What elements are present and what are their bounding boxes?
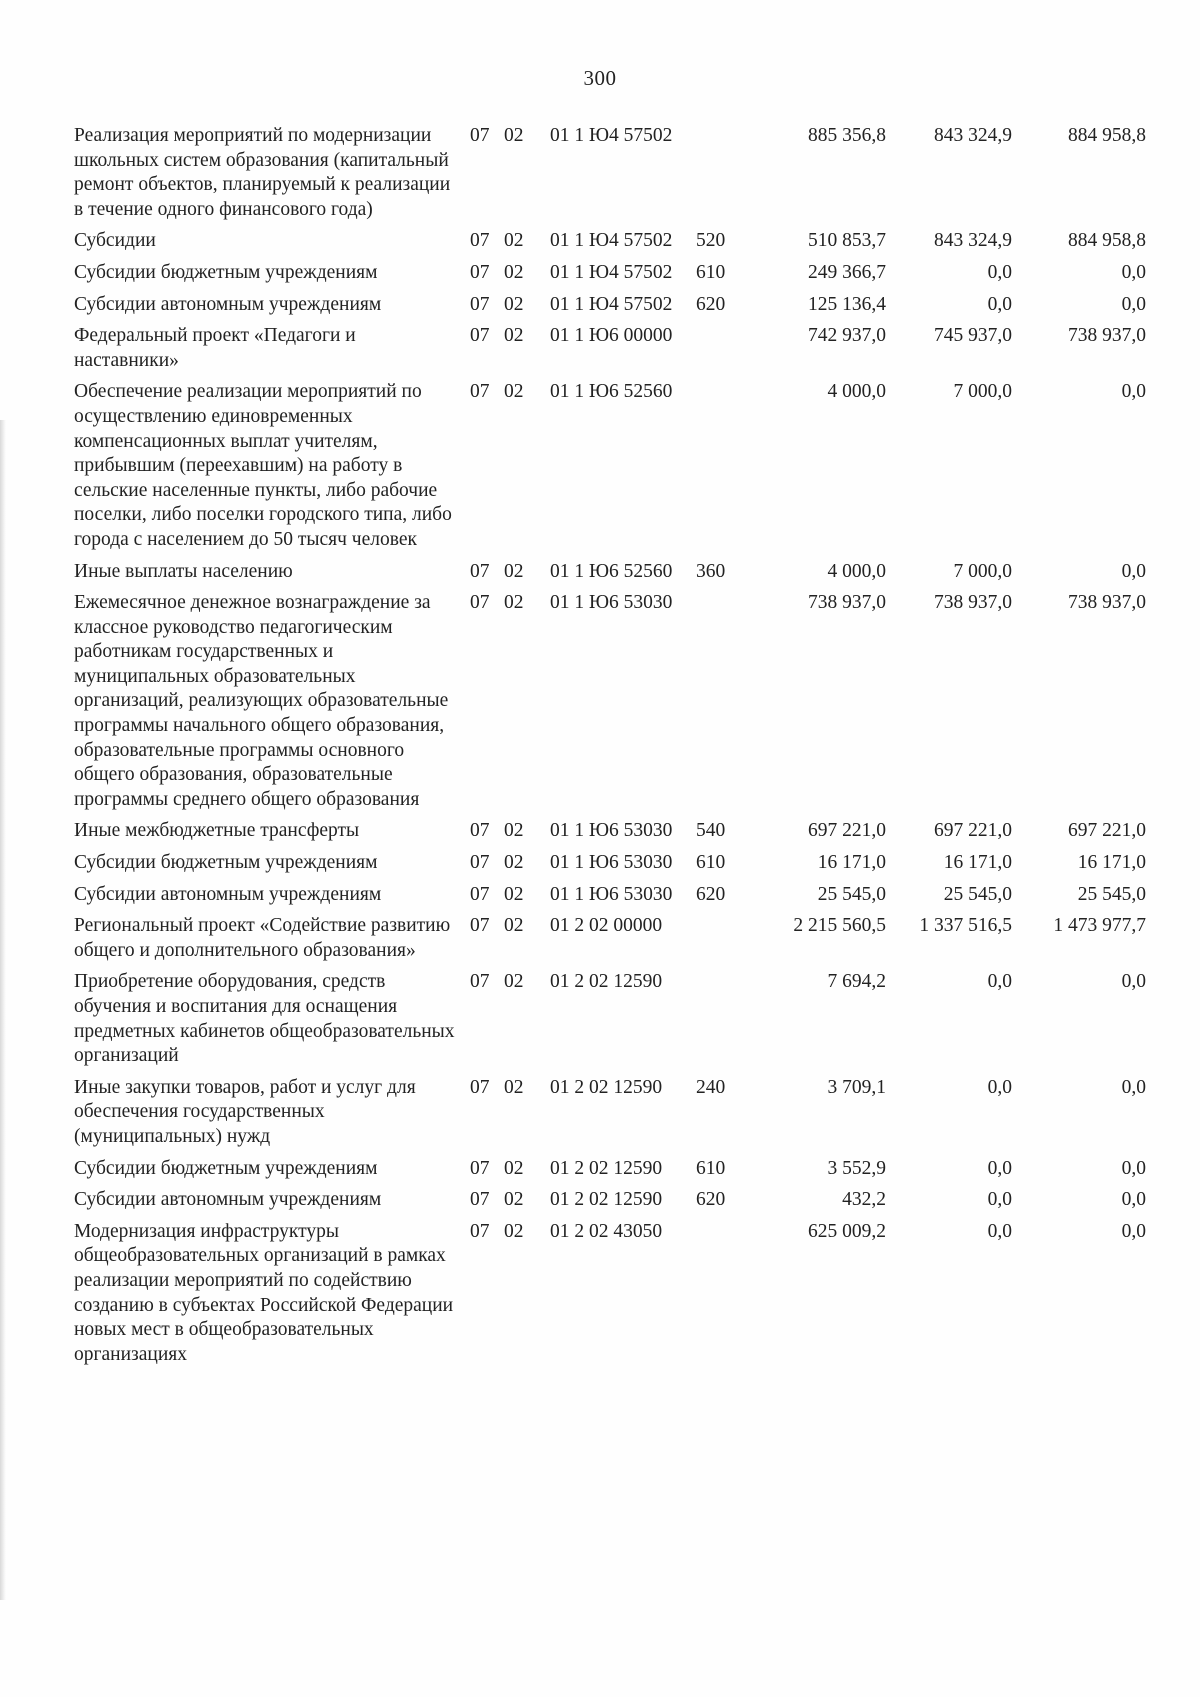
section-code-cell: 07 — [470, 1076, 490, 1098]
target-article-cell: 01 1 Ю6 53030 — [550, 852, 673, 874]
row-name-cell: Субсидии автономным учреждениям — [74, 883, 382, 905]
amount-year3-cell: 1 473 977,7 — [1053, 915, 1146, 937]
target-article-cell: 01 2 02 00000 — [550, 915, 663, 937]
section-code-cell: 07 — [470, 293, 490, 315]
expense-type-cell: 620 — [696, 293, 726, 315]
row-name-cell: Субсидии автономным учреждениям — [74, 293, 382, 315]
amount-year3-cell: 0,0 — [1121, 261, 1146, 283]
subsection-code-cell: 02 — [504, 125, 524, 146]
target-article-cell: 01 1 Ю4 57502 — [550, 230, 673, 252]
amount-year3-cell: 697 221,0 — [1068, 820, 1146, 842]
amount-year3-cell: 0,0 — [1121, 1220, 1146, 1242]
amount-year3-cell: 0,0 — [1121, 560, 1146, 582]
target-article-cell: 01 2 02 12590 — [550, 1189, 663, 1211]
section-code-cell: 07 — [470, 852, 490, 874]
table-row — [74, 851, 1164, 883]
amount-year2-cell: 0,0 — [987, 293, 1012, 315]
row-name-cell: Субсидии автономным учреждениям — [74, 1189, 382, 1211]
row-name-cell: Иные закупки товаров, работ и услуг для обеспечения государственных (муниципальных) нужд — [74, 1076, 416, 1147]
amount-year2-cell: 7 000,0 — [953, 560, 1012, 582]
amount-year2-cell: 738 937,0 — [934, 592, 1012, 614]
table-row — [74, 1188, 1164, 1220]
amount-year2-cell: 0,0 — [987, 971, 1012, 993]
amount-year2-cell: 25 545,0 — [943, 883, 1012, 905]
section-code-cell: 07 — [470, 230, 490, 252]
amount-year2-cell: 843 324,9 — [934, 230, 1012, 252]
subsection-code-cell: 02 — [504, 261, 524, 283]
subsection-code-cell: 02 — [504, 560, 524, 582]
row-name-cell: Ежемесячное денежное вознаграждение за классное руководство педагогическим работникам государственных и муниципальных образовательных организаций, реализующих образовательные программы начального общего образования, образовательные программы основного общего образования, образовательные программы среднего общего образования — [74, 592, 449, 810]
amount-year2-cell: 1 337 516,5 — [919, 915, 1012, 937]
amount-year1-cell: 25 545,0 — [817, 883, 886, 905]
table-row — [74, 819, 1164, 851]
row-name-cell: Субсидии бюджетным учреждениям — [74, 261, 378, 283]
subsection-code-cell: 02 — [504, 592, 524, 614]
table-row — [74, 970, 1164, 1075]
expense-type-cell: 610 — [696, 1157, 726, 1179]
amount-year3-cell: 738 937,0 — [1068, 325, 1146, 347]
expense-type-cell: 360 — [696, 560, 726, 582]
section-code-cell: 07 — [470, 1157, 490, 1179]
target-article-cell: 01 2 02 12590 — [550, 1157, 663, 1179]
subsection-code-cell: 02 — [504, 883, 524, 905]
subsection-code-cell: 02 — [504, 381, 524, 403]
amount-year2-cell: 0,0 — [987, 1189, 1012, 1211]
amount-year2-cell: 0,0 — [987, 1220, 1012, 1242]
section-code-cell: 07 — [470, 125, 490, 146]
budget-table — [74, 124, 1164, 1374]
table-row — [74, 560, 1164, 592]
amount-year1-cell: 510 853,7 — [808, 230, 886, 252]
target-article-cell: 01 1 Ю4 57502 — [550, 261, 673, 283]
target-article-cell: 01 2 02 43050 — [550, 1220, 663, 1242]
target-article-cell: 01 1 Ю4 57502 — [550, 125, 673, 146]
amount-year2-cell: 745 937,0 — [934, 325, 1012, 347]
table-row — [74, 591, 1164, 819]
section-code-cell: 07 — [470, 1189, 490, 1211]
target-article-cell: 01 1 Ю6 53030 — [550, 820, 673, 842]
table-row — [74, 124, 1164, 229]
row-name-cell: Федеральный проект «Педагоги и наставники» — [74, 325, 356, 371]
section-code-cell: 07 — [470, 381, 490, 403]
row-name-cell: Иные межбюджетные трансферты — [74, 820, 360, 842]
amount-year1-cell: 697 221,0 — [808, 820, 886, 842]
amount-year3-cell: 0,0 — [1121, 293, 1146, 315]
amount-year1-cell: 738 937,0 — [808, 592, 886, 614]
subsection-code-cell: 02 — [504, 820, 524, 842]
amount-year2-cell: 0,0 — [987, 1157, 1012, 1179]
amount-year2-cell: 16 171,0 — [943, 852, 1012, 874]
amount-year3-cell: 884 958,8 — [1068, 125, 1146, 146]
target-article-cell: 01 1 Ю6 52560 — [550, 560, 673, 582]
amount-year2-cell: 843 324,9 — [934, 125, 1012, 146]
target-article-cell: 01 1 Ю6 00000 — [550, 325, 673, 347]
amount-year2-cell: 0,0 — [987, 261, 1012, 283]
amount-year2-cell: 697 221,0 — [934, 820, 1012, 842]
amount-year1-cell: 3 709,1 — [827, 1076, 886, 1098]
expense-type-cell: 620 — [696, 883, 726, 905]
target-article-cell: 01 1 Ю6 52560 — [550, 381, 673, 403]
row-name-cell: Реализация мероприятий по модернизации школьных систем образования (капитальный ремонт объектов, планируемый к реализации в течение одного финансового года) — [74, 125, 451, 220]
section-code-cell: 07 — [470, 820, 490, 842]
row-name-cell: Субсидии бюджетным учреждениям — [74, 852, 378, 874]
amount-year3-cell: 0,0 — [1121, 1076, 1146, 1098]
amount-year3-cell: 0,0 — [1121, 381, 1146, 403]
table-row — [74, 229, 1164, 261]
amount-year1-cell: 3 552,9 — [827, 1157, 886, 1179]
subsection-code-cell: 02 — [504, 230, 524, 252]
table-row — [74, 914, 1164, 970]
expense-type-cell: 610 — [696, 852, 726, 874]
amount-year1-cell: 4 000,0 — [827, 381, 886, 403]
amount-year1-cell: 125 136,4 — [808, 293, 886, 315]
amount-year1-cell: 249 366,7 — [808, 261, 886, 283]
amount-year1-cell: 625 009,2 — [808, 1220, 886, 1242]
table-row — [74, 1157, 1164, 1189]
amount-year3-cell: 884 958,8 — [1068, 230, 1146, 252]
table-row — [74, 1076, 1164, 1157]
subsection-code-cell: 02 — [504, 971, 524, 993]
expense-type-cell: 520 — [696, 230, 726, 252]
table-row — [74, 293, 1164, 325]
amount-year1-cell: 432,2 — [842, 1189, 886, 1211]
table-row — [74, 883, 1164, 915]
section-code-cell: 07 — [470, 592, 490, 614]
table-row — [74, 324, 1164, 380]
expense-type-cell: 240 — [696, 1076, 726, 1098]
row-name-cell: Иные выплаты населению — [74, 560, 293, 582]
amount-year3-cell: 738 937,0 — [1068, 592, 1146, 614]
row-name-cell: Региональный проект «Содействие развитию общего и дополнительного образования» — [74, 915, 451, 961]
section-code-cell: 07 — [470, 971, 490, 993]
subsection-code-cell: 02 — [504, 1220, 524, 1242]
page-number: 300 — [583, 66, 617, 90]
subsection-code-cell: 02 — [504, 293, 524, 315]
amount-year2-cell: 0,0 — [987, 1076, 1012, 1098]
amount-year1-cell: 885 356,8 — [808, 125, 886, 146]
amount-year1-cell: 16 171,0 — [817, 852, 886, 874]
amount-year3-cell: 0,0 — [1121, 1189, 1146, 1211]
target-article-cell: 01 1 Ю6 53030 — [550, 592, 673, 614]
section-code-cell: 07 — [470, 915, 490, 937]
table-row — [74, 1220, 1164, 1375]
expense-type-cell: 610 — [696, 261, 726, 283]
subsection-code-cell: 02 — [504, 852, 524, 874]
section-code-cell: 07 — [470, 325, 490, 347]
amount-year1-cell: 2 215 560,5 — [793, 915, 886, 937]
table-row — [74, 261, 1164, 293]
scan-edge-shadow — [0, 420, 6, 1600]
row-name-cell: Субсидии — [74, 230, 156, 252]
row-name-cell: Приобретение оборудования, средств обучения и воспитания для оснащения предметных кабинетов общеобразовательных организаций — [74, 971, 455, 1067]
amount-year3-cell: 25 545,0 — [1077, 883, 1146, 905]
amount-year3-cell: 0,0 — [1121, 971, 1146, 993]
amount-year3-cell: 16 171,0 — [1077, 852, 1146, 874]
expense-type-cell: 620 — [696, 1189, 726, 1211]
amount-year1-cell: 7 694,2 — [827, 971, 886, 993]
subsection-code-cell: 02 — [504, 325, 524, 347]
amount-year3-cell: 0,0 — [1121, 1157, 1146, 1179]
subsection-code-cell: 02 — [504, 915, 524, 937]
section-code-cell: 07 — [470, 261, 490, 283]
target-article-cell: 01 1 Ю6 53030 — [550, 883, 673, 905]
row-name-cell: Обеспечение реализации мероприятий по осуществлению единовременных компенсационных выплат учителям, прибывшим (переехавшим) на работу в сельские населенные пункты, либо рабочие поселки, либо поселки городского типа, либо города с населением до 50 тысяч человек — [74, 381, 452, 550]
subsection-code-cell: 02 — [504, 1076, 524, 1098]
amount-year1-cell: 4 000,0 — [827, 560, 886, 582]
subsection-code-cell: 02 — [504, 1157, 524, 1179]
amount-year2-cell: 7 000,0 — [953, 381, 1012, 403]
expense-type-cell: 540 — [696, 820, 726, 842]
subsection-code-cell: 02 — [504, 1189, 524, 1211]
row-name-cell: Модернизация инфраструктуры общеобразовательных организаций в рамках реализации мероприятий по содействию созданию в субъектах Российской Федерации новых мест в общеобразовательных организациях — [74, 1220, 454, 1365]
section-code-cell: 07 — [470, 560, 490, 582]
table-row — [74, 380, 1164, 559]
target-article-cell: 01 1 Ю4 57502 — [550, 293, 673, 315]
amount-year1-cell: 742 937,0 — [808, 325, 886, 347]
target-article-cell: 01 2 02 12590 — [550, 971, 663, 993]
row-name-cell: Субсидии бюджетным учреждениям — [74, 1157, 378, 1179]
target-article-cell: 01 2 02 12590 — [550, 1076, 663, 1098]
section-code-cell: 07 — [470, 1220, 490, 1242]
section-code-cell: 07 — [470, 883, 490, 905]
